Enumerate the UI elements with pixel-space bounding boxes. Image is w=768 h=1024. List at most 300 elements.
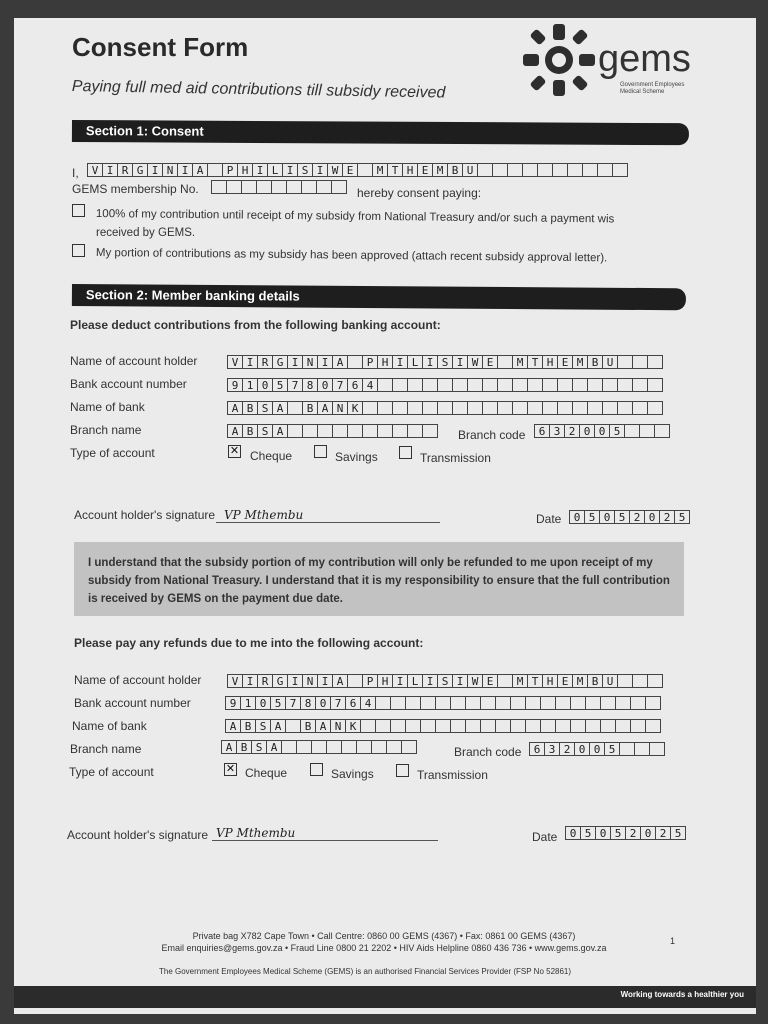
consent-name-field[interactable]	[88, 163, 628, 177]
char-box	[647, 401, 663, 415]
refund-intro: Please pay any refunds due to me into the following account:	[74, 636, 424, 650]
char-box	[480, 696, 496, 710]
char-box: 0	[574, 742, 590, 756]
char-box	[602, 378, 618, 392]
char-box: 0	[595, 826, 611, 840]
char-box: 5	[272, 378, 288, 392]
char-box: 2	[655, 826, 671, 840]
char-box	[211, 180, 227, 194]
deduct-holder-label: Name of account holder	[70, 354, 198, 368]
char-box	[226, 180, 242, 194]
deduct-cheque-checkbox[interactable]: ✕	[229, 445, 240, 457]
refund-savings-checkbox[interactable]	[310, 763, 323, 776]
char-box: 5	[670, 826, 686, 840]
char-box: A	[227, 424, 243, 438]
char-box	[597, 163, 613, 177]
char-box	[452, 378, 468, 392]
char-box: I	[147, 163, 163, 177]
refund-savings-label: Savings	[331, 767, 374, 781]
char-box: U	[462, 163, 478, 177]
option1-text-line1: 100% of my contribution until receipt of my subsidy from National Treasury and/or such a payment wis	[95, 208, 615, 226]
char-box	[497, 355, 513, 369]
char-box	[572, 378, 588, 392]
char-box	[632, 378, 648, 392]
footer-bar	[14, 986, 756, 1008]
char-box	[437, 378, 453, 392]
char-box	[542, 378, 558, 392]
char-box	[645, 719, 661, 733]
char-box	[525, 696, 541, 710]
refund-signature: VP Mthembu	[216, 826, 296, 840]
char-box: 0	[255, 696, 271, 710]
char-box: I	[422, 355, 438, 369]
char-box: H	[542, 674, 558, 688]
char-box	[401, 740, 417, 754]
consent-label: hereby consent paying:	[357, 186, 482, 200]
char-box	[600, 719, 616, 733]
char-box	[467, 401, 483, 415]
char-box	[495, 719, 511, 733]
char-box: 5	[614, 510, 630, 524]
char-box: L	[267, 163, 283, 177]
deduct-branch-code-field[interactable]	[535, 424, 670, 438]
char-box	[572, 401, 588, 415]
char-box	[482, 378, 498, 392]
char-box: 0	[315, 696, 331, 710]
char-box	[422, 424, 438, 438]
char-box: 5	[270, 696, 286, 710]
char-box: H	[542, 355, 558, 369]
deduct-transmission-label: Transmission	[420, 451, 491, 465]
deduct-cheque-label: Cheque	[250, 449, 293, 463]
char-box	[497, 674, 513, 688]
char-box	[392, 378, 408, 392]
deduct-branch-label: Branch name	[70, 423, 142, 437]
refund-cheque-checkbox[interactable]: ✕	[225, 763, 236, 775]
char-box	[420, 719, 436, 733]
char-box	[392, 424, 408, 438]
char-box	[332, 424, 348, 438]
refund-cheque-label: Cheque	[245, 766, 288, 780]
char-box: I	[392, 355, 408, 369]
char-box	[341, 740, 357, 754]
refund-branch-label: Branch name	[70, 742, 142, 756]
refund-branch-field[interactable]	[222, 740, 417, 754]
char-box	[281, 740, 297, 754]
footer-line1: Private bag X782 Cape Town • Call Centre: 0860 00 GEMS (4367) • Fax: 0861 00 GEMS (4367)	[192, 931, 576, 941]
char-box: A	[272, 424, 288, 438]
char-box: T	[527, 355, 543, 369]
char-box	[540, 719, 556, 733]
char-box: H	[402, 163, 418, 177]
char-box	[654, 424, 670, 438]
consent-form-page	[14, 18, 756, 1014]
refund-number-label: Bank account number	[74, 696, 191, 710]
char-box	[617, 378, 633, 392]
char-box	[375, 696, 391, 710]
char-box	[390, 719, 406, 733]
char-box: 0	[569, 510, 585, 524]
char-box	[357, 163, 373, 177]
char-box: L	[407, 674, 423, 688]
char-box: V	[227, 355, 243, 369]
refund-signature-line[interactable]	[212, 824, 438, 841]
char-box	[362, 401, 378, 415]
char-box: N	[330, 719, 346, 733]
char-box: 3	[544, 742, 560, 756]
char-box	[331, 180, 347, 194]
char-box	[360, 719, 376, 733]
char-box: V	[227, 674, 243, 688]
char-box: 1	[240, 696, 256, 710]
section2-heading: Section 2: Member banking details	[72, 284, 686, 310]
char-box: I	[242, 674, 258, 688]
char-box: H	[377, 674, 393, 688]
char-box	[347, 674, 363, 688]
refund-number-field[interactable]	[226, 696, 661, 710]
char-box	[407, 401, 423, 415]
char-box	[612, 163, 628, 177]
char-box	[647, 355, 663, 369]
char-box	[452, 401, 468, 415]
char-box	[301, 180, 317, 194]
char-box	[624, 424, 640, 438]
char-box: M	[572, 355, 588, 369]
char-box	[540, 696, 556, 710]
char-box	[286, 180, 302, 194]
char-box: W	[467, 674, 483, 688]
char-box	[311, 740, 327, 754]
char-box: 2	[564, 424, 580, 438]
char-box: I	[252, 163, 268, 177]
char-box	[392, 401, 408, 415]
deduct-number-field[interactable]	[228, 378, 663, 392]
char-box: 6	[345, 696, 361, 710]
deduct-signature-label: Account holder's signature	[74, 508, 216, 522]
char-box	[619, 742, 635, 756]
char-box: U	[602, 355, 618, 369]
char-box	[386, 740, 402, 754]
fsp-notice: The Government Employees Medical Scheme (GEMS) is an authorised Financial Services Provider (FSP No 52861)	[159, 967, 572, 976]
char-box	[552, 163, 568, 177]
deduct-savings-label: Savings	[335, 450, 378, 464]
char-box	[600, 696, 616, 710]
char-box	[639, 424, 655, 438]
refund-transmission-label: Transmission	[417, 768, 488, 782]
char-box: 2	[659, 510, 675, 524]
char-box	[615, 696, 631, 710]
char-box: M	[572, 674, 588, 688]
char-box: 5	[610, 826, 626, 840]
char-box	[241, 180, 257, 194]
footer-line2: Email enquiries@gems.gov.za • Fraud Line 0800 21 2202 • HIV Aids Helpline 0860 436 736 • www.gems.gov.za	[161, 943, 607, 953]
char-box: V	[87, 163, 103, 177]
form-subtitle: Paying full med aid contributions till subsidy received	[71, 78, 446, 102]
char-box	[632, 401, 648, 415]
footer-contacts	[144, 930, 624, 954]
char-box	[527, 401, 543, 415]
refund-holder-field[interactable]	[228, 674, 663, 688]
char-box: 7	[332, 378, 348, 392]
char-box	[296, 740, 312, 754]
char-box: 3	[549, 424, 565, 438]
char-box: A	[266, 740, 282, 754]
deduct-number-label: Bank account number	[70, 377, 187, 391]
char-box	[542, 401, 558, 415]
char-box	[617, 355, 633, 369]
char-box	[377, 424, 393, 438]
deduct-holder-field[interactable]	[228, 355, 663, 369]
refund-signature-label: Account holder's signature	[67, 828, 209, 842]
char-box: 6	[529, 742, 545, 756]
char-box	[617, 401, 633, 415]
char-box: 2	[559, 742, 575, 756]
char-box	[512, 378, 528, 392]
char-box	[632, 355, 648, 369]
char-box: I	[242, 355, 258, 369]
char-box: H	[377, 355, 393, 369]
char-box: 0	[565, 826, 581, 840]
char-box	[271, 180, 287, 194]
refund-bank-label: Name of bank	[72, 719, 147, 733]
char-box	[497, 401, 513, 415]
deduct-bank-field[interactable]	[228, 401, 663, 415]
char-box	[377, 378, 393, 392]
char-box	[497, 378, 513, 392]
char-box	[450, 719, 466, 733]
refund-branch-code-field[interactable]	[530, 742, 665, 756]
deduct-bank-label: Name of bank	[70, 400, 145, 414]
char-box	[362, 424, 378, 438]
char-box: 5	[609, 424, 625, 438]
char-box: I	[287, 355, 303, 369]
membership-number-field[interactable]	[212, 180, 347, 194]
char-box	[585, 696, 601, 710]
char-box	[326, 740, 342, 754]
char-box: A	[332, 355, 348, 369]
char-box	[582, 163, 598, 177]
char-box: K	[347, 401, 363, 415]
char-box: M	[372, 163, 388, 177]
char-box	[302, 424, 318, 438]
char-box: B	[587, 674, 603, 688]
char-box: I	[422, 674, 438, 688]
char-box	[555, 696, 571, 710]
char-box	[287, 424, 303, 438]
char-box	[510, 719, 526, 733]
deduct-signature-line[interactable]	[216, 506, 440, 523]
char-box	[567, 163, 583, 177]
char-box	[632, 674, 648, 688]
section1-heading: Section 1: Consent	[72, 120, 689, 145]
char-box	[507, 163, 523, 177]
char-box: A	[270, 719, 286, 733]
deduct-signature: VP Mthembu	[224, 508, 304, 522]
char-box	[287, 401, 303, 415]
char-box	[407, 424, 423, 438]
char-box	[420, 696, 436, 710]
char-box: 4	[360, 696, 376, 710]
char-box	[649, 742, 665, 756]
char-box: S	[251, 740, 267, 754]
char-box: P	[362, 355, 378, 369]
char-box	[316, 180, 332, 194]
char-box	[207, 163, 223, 177]
char-box: 0	[589, 742, 605, 756]
option2-text: My portion of contributions as my subsidy has been approved (attach recent subsidy approval letter).	[95, 247, 608, 265]
char-box	[557, 378, 573, 392]
i-label: I,	[72, 166, 79, 180]
deduct-savings-checkbox[interactable]	[314, 445, 327, 458]
char-box: A	[221, 740, 237, 754]
refund-date-field[interactable]	[566, 826, 686, 840]
membership-label: GEMS membership No.	[72, 182, 199, 196]
char-box: I	[392, 674, 408, 688]
char-box: N	[302, 674, 318, 688]
char-box	[437, 401, 453, 415]
char-box: 1	[242, 378, 258, 392]
char-box	[527, 378, 543, 392]
tagline: Working towards a healthier you	[620, 990, 744, 999]
char-box: S	[255, 719, 271, 733]
char-box: A	[192, 163, 208, 177]
char-box: I	[102, 163, 118, 177]
char-box: A	[272, 401, 288, 415]
char-box: S	[297, 163, 313, 177]
char-box: T	[387, 163, 403, 177]
char-box	[570, 719, 586, 733]
char-box: R	[257, 674, 273, 688]
deduct-branch-field[interactable]	[228, 424, 438, 438]
char-box: E	[417, 163, 433, 177]
char-box: E	[482, 674, 498, 688]
char-box	[615, 719, 631, 733]
deduct-branch-code-label: Branch code	[458, 428, 526, 442]
char-box	[512, 401, 528, 415]
refund-bank-field[interactable]	[226, 719, 661, 733]
char-box: B	[240, 719, 256, 733]
logo-subtext: Government Employees Medical Scheme	[620, 82, 685, 95]
char-box	[422, 401, 438, 415]
char-box: I	[452, 674, 468, 688]
deduct-transmission-checkbox[interactable]	[399, 446, 412, 459]
deduct-intro: Please deduct contributions from the following banking account:	[70, 318, 441, 332]
char-box: M	[512, 674, 528, 688]
char-box	[587, 378, 603, 392]
char-box: B	[242, 401, 258, 415]
char-box	[510, 696, 526, 710]
form-title: Consent Form	[72, 32, 249, 62]
gems-logo-icon	[519, 20, 599, 100]
char-box: A	[315, 719, 331, 733]
char-box: 8	[302, 378, 318, 392]
char-box	[585, 719, 601, 733]
char-box: S	[257, 401, 273, 415]
option-full-contribution-checkbox[interactable]	[72, 204, 85, 217]
char-box: 9	[227, 378, 243, 392]
char-box	[435, 696, 451, 710]
char-box	[375, 719, 391, 733]
char-box: M	[512, 355, 528, 369]
char-box: I	[312, 163, 328, 177]
char-box	[602, 401, 618, 415]
char-box: E	[342, 163, 358, 177]
char-box: I	[317, 674, 333, 688]
char-box: E	[482, 355, 498, 369]
char-box: 7	[285, 696, 301, 710]
char-box: B	[447, 163, 463, 177]
char-box	[480, 719, 496, 733]
char-box: M	[432, 163, 448, 177]
char-box	[495, 696, 511, 710]
char-box	[465, 719, 481, 733]
deduct-date-field[interactable]	[570, 510, 690, 524]
char-box	[537, 163, 553, 177]
char-box: 5	[580, 826, 596, 840]
char-box	[492, 163, 508, 177]
char-box	[645, 696, 661, 710]
char-box: A	[332, 674, 348, 688]
char-box: N	[302, 355, 318, 369]
char-box: 0	[257, 378, 273, 392]
char-box	[630, 696, 646, 710]
char-box	[256, 180, 272, 194]
char-box: I	[282, 163, 298, 177]
option-portion-checkbox[interactable]	[72, 244, 85, 257]
char-box: S	[437, 674, 453, 688]
char-box: S	[437, 355, 453, 369]
char-box: 4	[362, 378, 378, 392]
char-box	[617, 674, 633, 688]
char-box	[285, 719, 301, 733]
char-box: W	[327, 163, 343, 177]
char-box	[587, 401, 603, 415]
char-box: 0	[579, 424, 595, 438]
logo-wordmark: gems	[598, 38, 691, 80]
char-box: 0	[594, 424, 610, 438]
char-box: G	[272, 355, 288, 369]
char-box: 0	[599, 510, 615, 524]
char-box	[477, 163, 493, 177]
char-box: B	[236, 740, 252, 754]
char-box	[347, 355, 363, 369]
char-box: 8	[300, 696, 316, 710]
char-box: B	[302, 401, 318, 415]
char-box: L	[407, 355, 423, 369]
char-box	[377, 401, 393, 415]
char-box	[356, 740, 372, 754]
deduct-date-label: Date	[536, 512, 562, 526]
char-box	[407, 378, 423, 392]
char-box	[570, 696, 586, 710]
char-box: I	[317, 355, 333, 369]
refund-branch-code-label: Branch code	[454, 745, 522, 759]
subsidy-notice: I understand that the subsidy portion of my contribution will only be refunded to me upon receipt of my subsidy from National Treasury. I understand that it is my responsibility to ensure that the full contribution is received by GEMS on the payment due date.	[74, 542, 684, 616]
char-box: G	[272, 674, 288, 688]
char-box: B	[242, 424, 258, 438]
char-box: 0	[644, 510, 660, 524]
char-box: W	[467, 355, 483, 369]
char-box: T	[527, 674, 543, 688]
char-box	[482, 401, 498, 415]
char-box: R	[257, 355, 273, 369]
refund-transmission-checkbox[interactable]	[396, 764, 409, 777]
refund-date-label: Date	[532, 830, 558, 844]
char-box: 9	[225, 696, 241, 710]
char-box	[390, 696, 406, 710]
char-box: 2	[625, 826, 641, 840]
char-box: I	[452, 355, 468, 369]
